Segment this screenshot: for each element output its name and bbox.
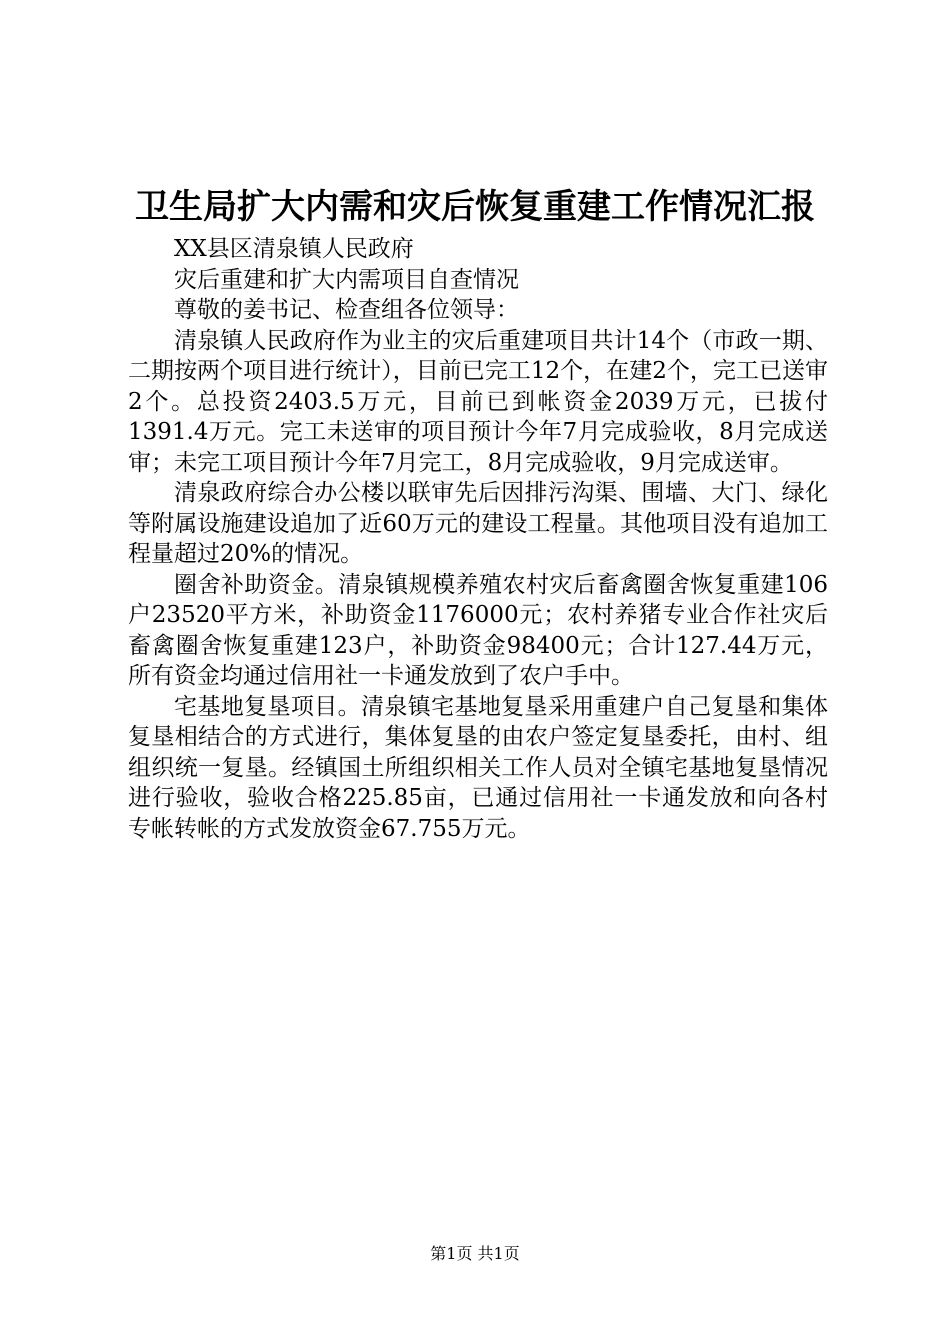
- paragraph-project-summary: 清泉镇人民政府作为业主的灾后重建项目共计14个（市政一期、二期按两个项目进行统计），目前已完工12个，在建2个，完工已送审2个。总投资2403.5万元，目前已到帐资金2039万元，已拔付1391.4万元。完工未送审的项目预计今年7月完成验收，8月完成送审；未完工项目预计今年7月完工，8月完成验收，9月完成送审。: [128, 327, 828, 476]
- paragraph-subtitle: 灾后重建和扩大内需项目自查情况: [174, 266, 519, 293]
- paragraph-organization: XX县区清泉镇人民政府: [174, 236, 414, 262]
- document-title: 卫生局扩大内需和灾后恢复重建工作情况汇报: [135, 187, 815, 227]
- paragraph-salutation: 尊敬的姜书记、检查组各位领导：: [174, 297, 519, 323]
- document-body: [128, 234, 828, 844]
- paragraph-livestock-subsidy: 圈舍补助资金。清泉镇规模养殖农村灾后畜禽圈舍恢复重建106户23520平方米，补助资金1176000元；农村养猪专业合作社灾后畜禽圈舍恢复重建123户，补助资金98400元；合计127.44万元，所有资金均通过信用社一卡通发放到了农户手中。: [128, 571, 828, 689]
- paragraph-land-reclamation: 宅基地复垦项目。清泉镇宅基地复垦采用重建户自己复垦和集体复垦相结合的方式进行，集体复垦的由农户签定复垦委托，由村、组组织统一复垦。经镇国土所组织相关工作人员对全镇宅基地复垦情况进行验收，验收合格225.85亩，已通过信用社一卡通发放和向各村专帐转帐的方式发放资金67.755万元。: [128, 693, 828, 842]
- page-footer: 第1页 共1页: [430, 1244, 520, 1263]
- paragraph-office-building: 清泉政府综合办公楼以联审先后因排污沟渠、围墙、大门、绿化等附属设施建设追加了近60万元的建设工程量。其他项目没有追加工程量超过20%的情况。: [128, 480, 828, 567]
